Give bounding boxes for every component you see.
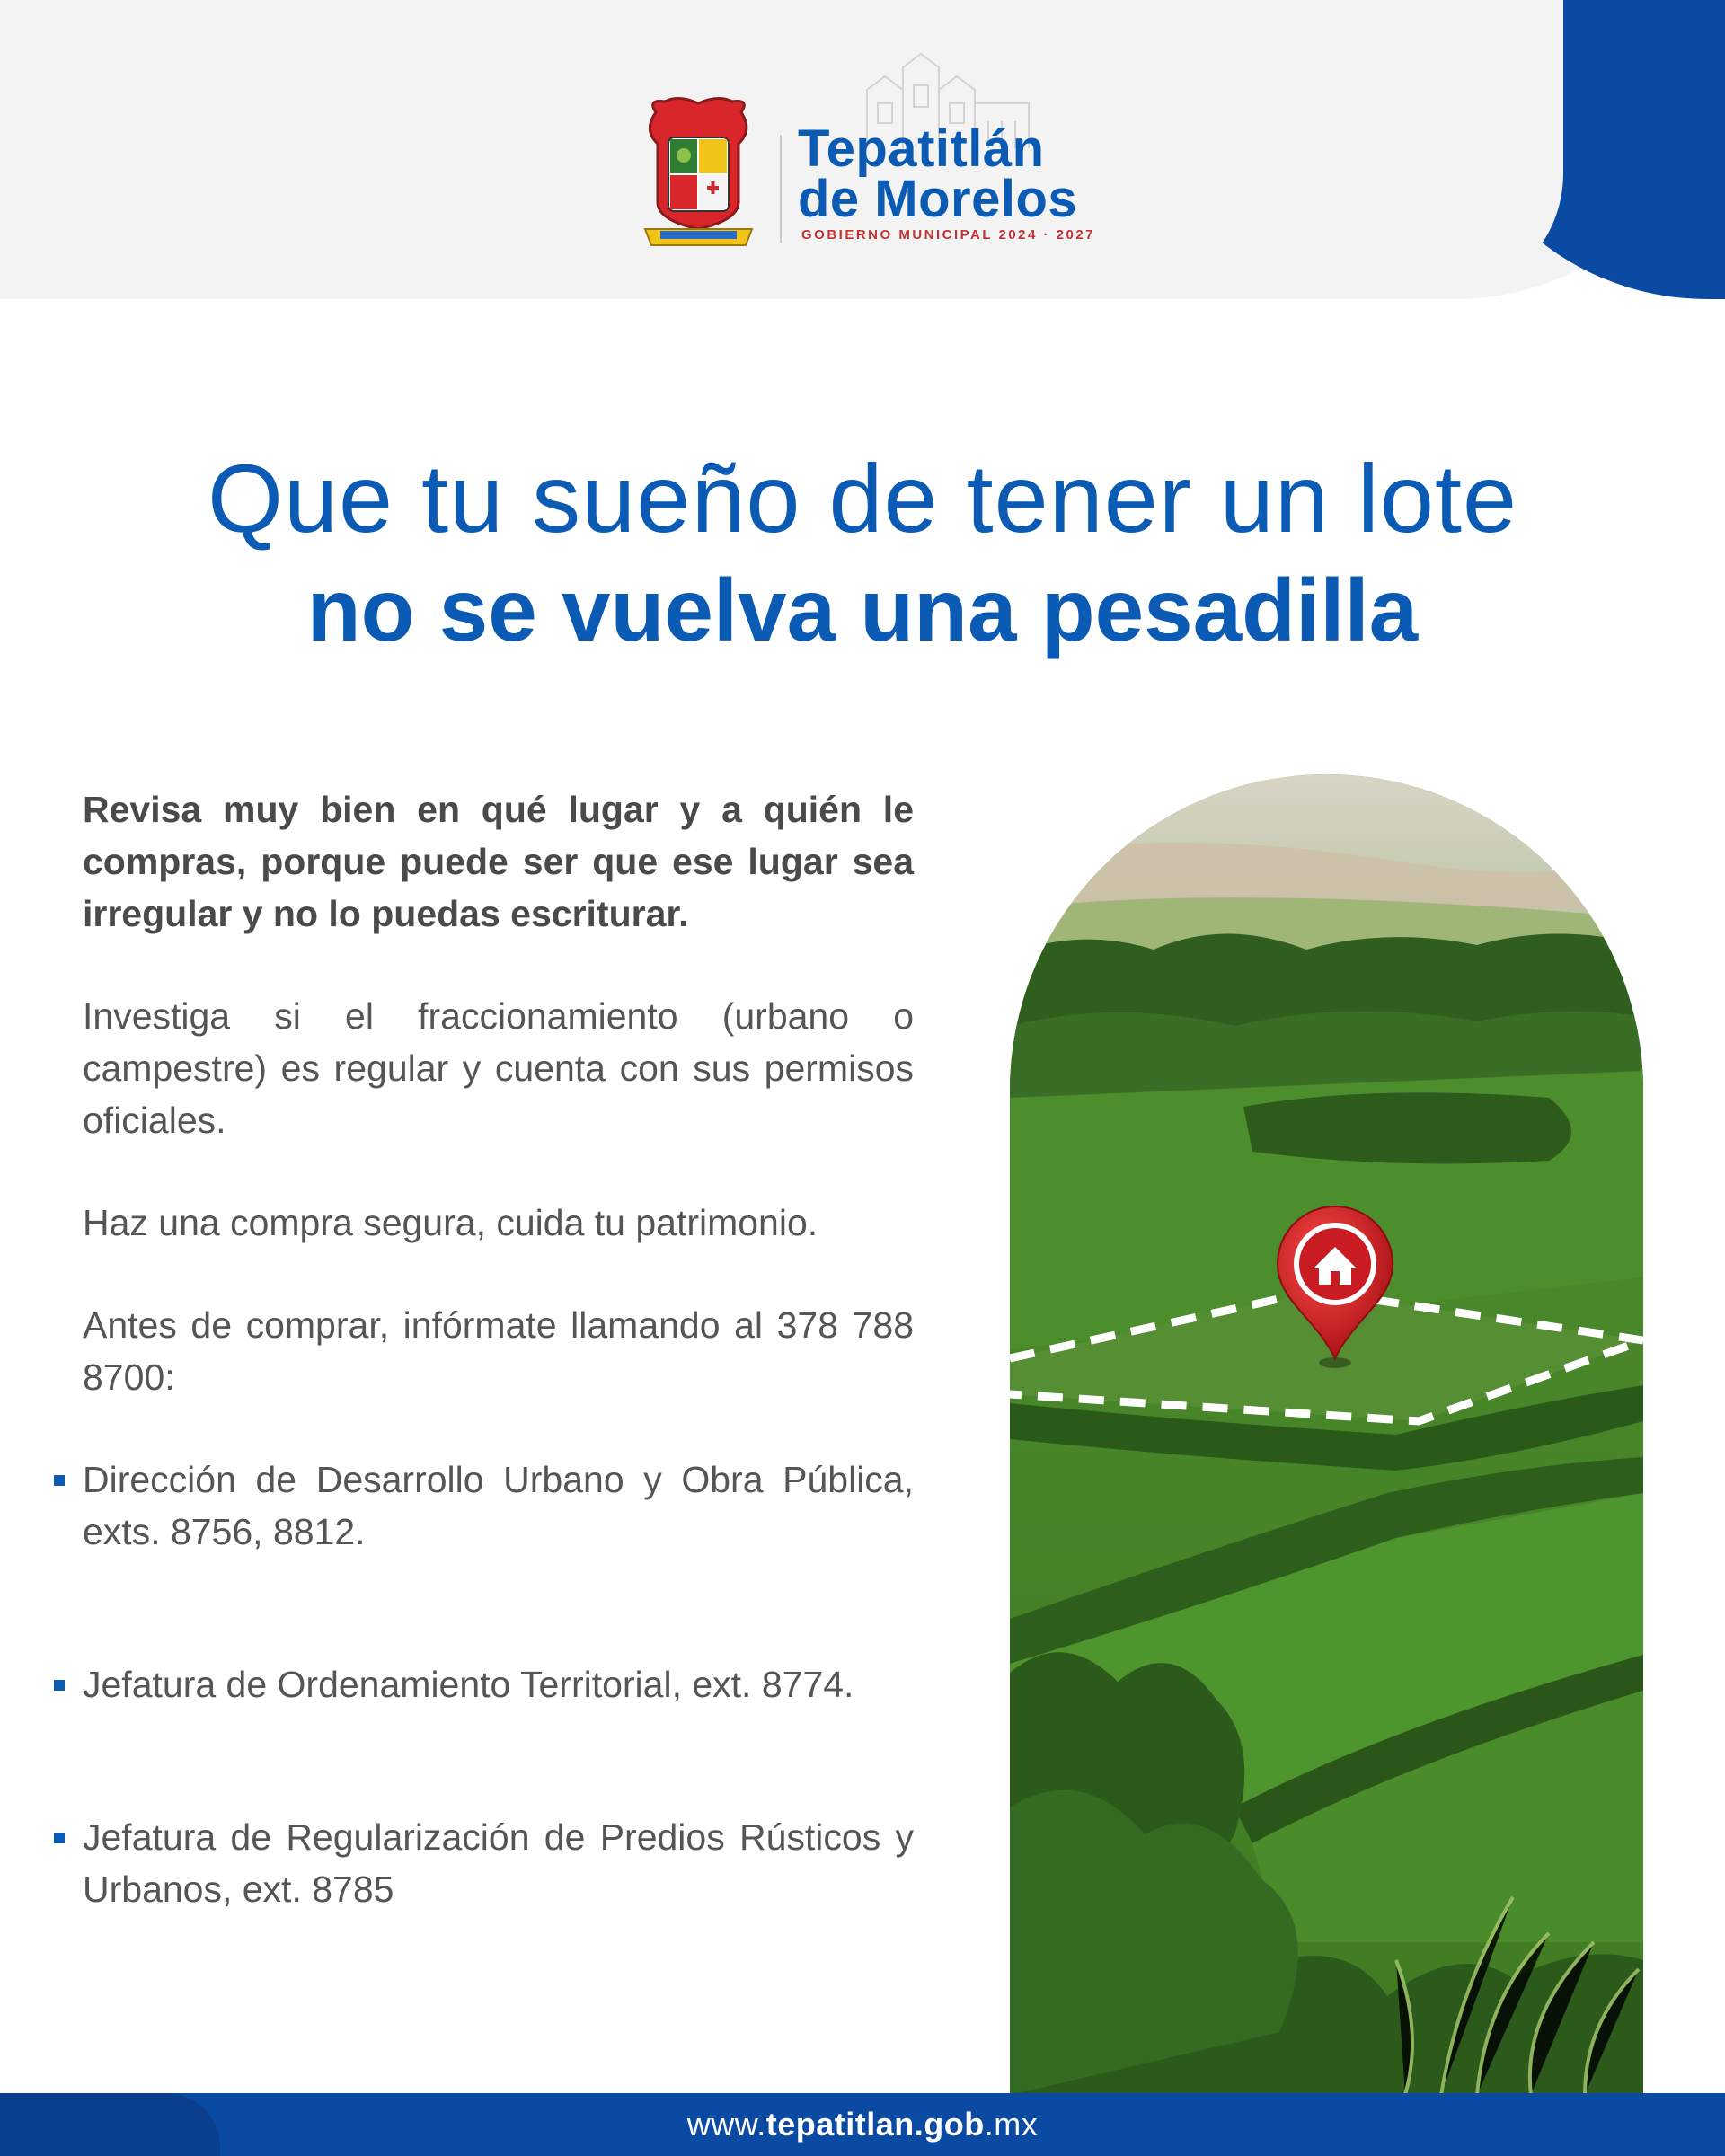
contact-desarrollo-urbano: Dirección de Desarrollo Urbano y Obra Pública, exts. 8756, 8812. <box>83 1459 914 1552</box>
bullet-square-icon <box>54 1475 65 1486</box>
list-item <box>83 1454 914 1558</box>
headline-line1: Que tu sueño de tener un lote <box>207 444 1518 552</box>
list-item <box>83 1811 914 1915</box>
bullet-square-icon <box>54 1680 65 1691</box>
landscape-illustration <box>1010 774 1643 2095</box>
municipal-crest-icon <box>638 94 759 247</box>
landscape-photo <box>1010 774 1643 2095</box>
url-prefix: www. <box>686 2106 766 2143</box>
contact-list <box>83 1454 914 1915</box>
headline-line2: no se vuelva una pesadilla <box>306 561 1419 659</box>
paragraph-contacto: Antes de comprar, infórmate llamando al 378 788 8700: <box>83 1304 914 1398</box>
url-domain: tepatitlan.gob <box>765 2106 985 2143</box>
logo-divider <box>780 135 782 243</box>
logo-title-line1: Tepatitlán <box>798 119 1045 178</box>
paragraph-investiga: Investiga si el fraccionamiento (urbano o campestre) es regular y cuenta con sus permisos oficiales. <box>83 995 914 1141</box>
logo-title-line2: de Morelos <box>798 170 1078 228</box>
bullet-square-icon <box>54 1833 65 1843</box>
intro-paragraph: Revisa muy bien en qué lugar y a quién le compras, porque puede ser que ese lugar sea irregular y no lo puedas escriturar. <box>83 789 914 934</box>
page-headline <box>0 440 1725 663</box>
paragraph-compra-segura: Haz una compra segura, cuida tu patrimonio. <box>83 1202 818 1243</box>
body-text <box>83 783 914 2016</box>
contact-ordenamiento: Jefatura de Ordenamiento Territorial, ext. 8774. <box>83 1664 854 1705</box>
footer-website-link[interactable] <box>0 2099 1725 2150</box>
logo-subtitle: GOBIERNO MUNICIPAL 2024 · 2027 <box>801 227 1096 243</box>
municipal-logo[interactable] <box>638 85 1105 247</box>
contact-regularizacion: Jefatura de Regularización de Predios Rústicos y Urbanos, ext. 8785 <box>83 1816 914 1910</box>
list-item <box>83 1658 914 1710</box>
url-suffix: .mx <box>984 2106 1039 2143</box>
